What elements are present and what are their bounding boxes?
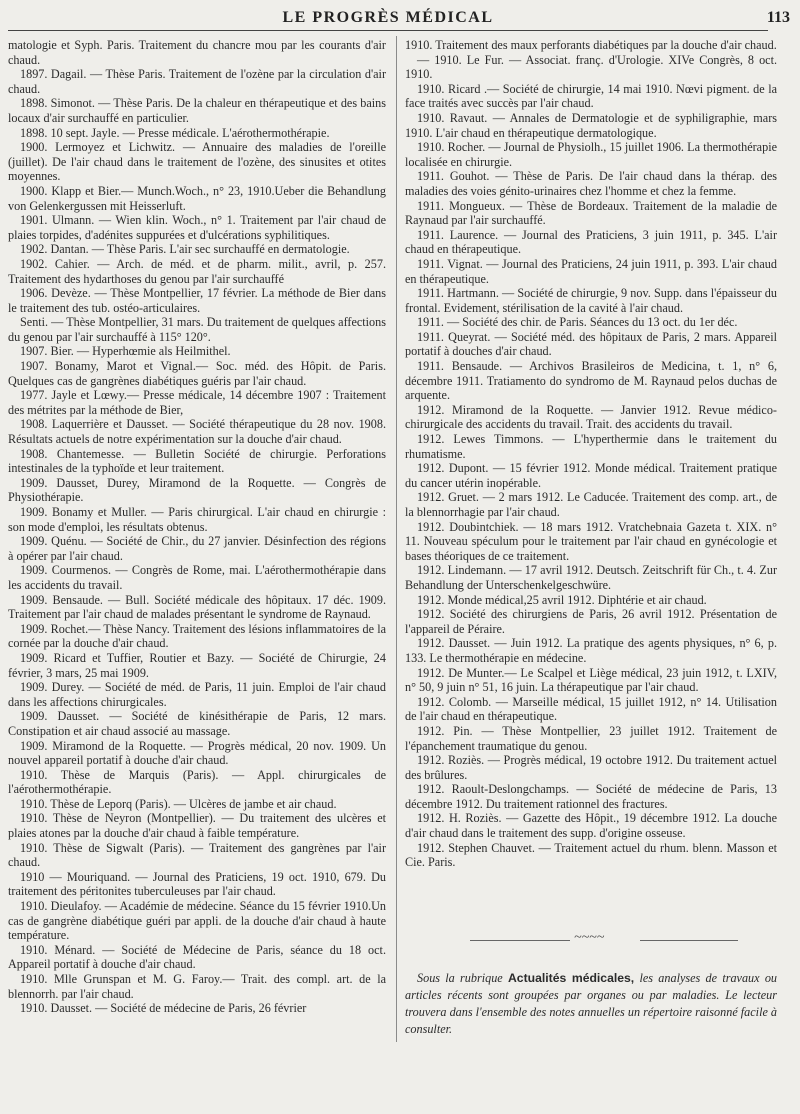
bibliography-entry: 1912. H. Roziès. — Gazette des Hôpit., 19 décembre 1912. La douche d'air chaud dans le traitement des supp. d'origine osseuse.: [405, 811, 777, 841]
page-number: 113: [766, 9, 790, 26]
bibliography-entry: 1910. Ricard .— Société de chirurgie, 14 mai 1910. Nœvi pigment. de la face traités avec succès par l'air chaud.: [405, 81, 777, 111]
bibliography-entry: 1909. Bonamy et Muller. — Paris chirurgical. L'air chaud en chirurgie : son mode d'emploi, les résultats obtenus.: [8, 505, 386, 534]
bibliography-entry: 1910. Ménard. — Société de Médecine de Paris, séance du 18 oct. Appareil portatif à douche d'air chaud.: [8, 942, 386, 972]
bibliography-entry: 1912. Roziès. — Progrès médical, 19 octobre 1912. Du traitement actuel des brûlures.: [405, 753, 777, 782]
bibliography-entry: 1912. Monde médical,25 avril 1912. Diphtérie et air chaud.: [417, 592, 707, 607]
bibliography-entry: 1911. — Société des chir. de Paris. Séances du 13 oct. du 1er déc.: [417, 315, 738, 330]
bibliography-entry: 1912. Stephen Chauvet. — Traitement actuel du rhum. blenn. Masson et Cie. Paris.: [405, 840, 777, 870]
bibliography-entry: 1910. Thèse de Leporq (Paris). — Ulcères de jambe et air chaud.: [20, 796, 337, 811]
bibliography-entry: 1909. Quénu. — Société de Chir., du 27 janvier. Désinfection des régions à opérer par l'air chaud.: [8, 534, 386, 563]
bibliography-entry: 1912. Gruet. — 2 mars 1912. Le Caducée. Traitement des comp. art., de la blennorrhagie par l'air chaud.: [405, 490, 777, 519]
bibliography-entry: 1911. Mongueux. — Thèse de Bordeaux. Traitement de la maladie de Raynaud par l'air surchauffé.: [405, 198, 777, 228]
bibliography-entry: 1912. Société des chirurgiens de Paris, 26 avril 1912. Présentation de l'appareil de Péraire.: [405, 607, 777, 636]
bibliography-entry: 1908. Chantemesse. — Bulletin Société de chirurgie. Perforations intestinales de la typhoïde et leur traitement.: [8, 446, 386, 476]
note-lead: Sous la rubrique: [417, 971, 503, 985]
bibliography-entry: 1912. Doubintchiek. — 18 mars 1912. Vratchebnaia Gazeta t. XIX. n° 11. Nouveau spéculum pour le traitement par l'air chaud en gynécologie et bases théoriques de ce traitement.: [405, 519, 777, 563]
bibliography-entry: matologie et Syph. Paris. Traitement du chancre mou par les courants d'air chaud.: [8, 38, 386, 67]
bibliography-entry: 1911. Vignat. — Journal des Praticiens, 24 juin 1911, p. 393. L'air chaud en thérapeutique.: [405, 256, 777, 286]
bibliography-entry: 1912. Lewes Timmons. — L'hyperthermie dans le traitement du rhumatisme.: [405, 432, 777, 461]
bibliography-entry: Senti. — Thèse Montpellier, 31 mars. Du traitement de quelques affections du genou par l'air surchauffé à 115° 120°.: [8, 315, 386, 344]
bibliography-entry: 1910. Ravaut. — Annales de Dermatologie et de syphiligraphie, mars 1910. L'air chaud en thérapeutique dermatologique.: [405, 110, 777, 140]
bibliography-entry: 1912. Colomb. — Marseille médical, 15 juillet 1912, n° 14. Utilisation de l'air chaud en thérapeutique.: [405, 694, 777, 724]
bibliography-entry: 1909. Courmenos. — Congrès de Rome, mai. L'aérothermothérapie dans les accidents du travail.: [8, 563, 386, 592]
ornament-line-right: [640, 940, 738, 941]
left-column: [8, 38, 386, 1016]
bibliography-entry: 1898. Simonot. — Thèse Paris. De la chaleur en thérapeutique et des bains locaux d'air surchauffé en particulier.: [8, 96, 386, 125]
bibliography-entry: 1909. Bensaude. — Bull. Société médicale des hôpitaux. 17 déc. 1909. Traitement par l'air chaud de malades présentant le syndrome de Raynaud.: [8, 592, 386, 622]
page-header: [8, 8, 790, 31]
bibliography-entry: 1912. De Munter.— Le Scalpel et Liège médical, 23 juin 1912, t. LXIV, n° 50, 9 juin n° 51, 16 juin. La thérapeutique par l'air chaud.: [405, 665, 777, 695]
right-column: [405, 38, 777, 870]
bibliography-entry: 1908. Laquerrière et Dausset. — Société thérapeutique du 28 nov. 1908. Résultats actuels de notre expérimentation sur la douche d'air chaud.: [8, 417, 386, 447]
rubric-note-text: [405, 970, 777, 1038]
bibliography-entry: 1910. Traitement des maux perforants diabétiques par la douche d'air chaud.: [405, 38, 777, 52]
bibliography-entry: 1911. Hartmann. — Société de chirurgie, 9 nov. Supp. dans l'épaisseur du frontal. Evidement, stérilisation de la cavité à l'air chaud.: [405, 286, 777, 315]
bibliography-entry: 1912. Pin. — Thèse Montpellier, 23 juillet 1912. Traitement de l'épanchement traumatique du genou.: [405, 723, 777, 753]
rubric-note: [405, 970, 777, 1038]
bibliography-entry: 1909. Dausset, Durey, Miramond de la Roquette. — Congrès de Physiothérapie.: [8, 475, 386, 505]
bibliography-entry: 1897. Dagail. — Thèse Paris. Traitement de l'ozène par la circulation d'air chaud.: [8, 67, 386, 96]
bibliography-entry: 1909. Miramond de la Roquette. — Progrès médical, 20 nov. 1909. Un nouvel appareil portatif à douche d'air chaud.: [8, 738, 386, 768]
bibliography-entry: 1907. Bier. — Hyperhœmie als Heilmithel.: [20, 344, 231, 359]
bibliography-entry: 1911. Laurence. — Journal des Praticiens, 3 juin 1911, p. 345. L'air chaud en thérapeutique.: [405, 227, 777, 257]
bibliography-entry: 1977. Jayle et Lœwy.— Presse médicale, 14 décembre 1907 : Traitement des métrites par la méthode de Bier,: [8, 388, 386, 417]
bibliography-entry: 1911. Queyrat. — Société méd. des hôpitaux de Paris, 2 mars. Appareil portatif à douches d'air chaud.: [405, 329, 777, 359]
bibliography-entry: 1910. Thèse de Neyron (Montpellier). — Du traitement des ulcères et plaies atones par la douche d'air chaud à faible température.: [8, 811, 386, 841]
bibliography-entry: 1898. 10 sept. Jayle. — Presse médicale. L'aérothermothérapie.: [20, 125, 330, 140]
bibliography-entry: 1909. Rochet.— Thèse Nancy. Traitement des lésions inflammatoires de la cornée par la douche d'air chaud.: [8, 621, 386, 651]
bibliography-entry: 1912. Raoult-Deslongchamps. — Société de médecine de Paris, 13 décembre 1912. Du traitement rationnel des fractures.: [405, 782, 777, 811]
bibliography-entry: 1909. Dausset. — Société de kinésithérapie de Paris, 12 mars. Constipation et air chaud associé au massage.: [8, 709, 386, 738]
bibliography-entry: 1900. Klapp et Bier.— Munch.Woch., n° 23, 1910.Ueber die Behandlung von Gelenkergussen mit Heisserluft.: [8, 183, 386, 213]
bibliography-entry: 1910. Dieulafoy. — Académie de médecine. Séance du 15 février 1910.Un cas de gangrène diabétique guéri par appli. de la douche d'air chaud à haute température.: [8, 899, 386, 943]
bibliography-entry: 1910. Thèse de Marquis (Paris). — Appl. chirurgicales de l'aérothermothérapie.: [8, 767, 386, 797]
bibliography-entry: 1902. Dantan. — Thèse Paris. L'air sec surchauffé en dermatologie.: [20, 242, 350, 257]
bibliography-entry: 1912. Miramond de la Roquette. — Janvier 1912. Revue médico-chirurgicale des accidents du travail. Trait. des accidents du travail.: [405, 402, 777, 432]
bibliography-entry: 1910 — Mouriquand. — Journal des Praticiens, 19 oct. 1910, 679. Du traitement des péritonites tuberculeuses par l'air chaud.: [8, 869, 386, 899]
bibliography-entry: — 1910. Le Fur. — Associat. franç. d'Urologie. XIVe Congrès, 8 oct. 1910.: [405, 52, 777, 82]
bibliography-entry: 1900. Lermoyez et Lichwitz. — Annuaire des maladies de l'oreille (juillet). De l'air chaud dans le traitement de l'ozène, des sinusites et otites moyennes.: [8, 140, 386, 184]
column-divider: [396, 36, 397, 1042]
bibliography-entry: 1910. Dausset. — Société de médecine de Paris, 26 février: [20, 1001, 307, 1016]
bibliography-entry: 1909. Durey. — Société de méd. de Paris, 11 juin. Emploi de l'air chaud dans les affections chirurgicales.: [8, 680, 386, 709]
bibliography-entry: 1910. Mlle Grunspan et M. G. Faroy.— Trait. des compl. art. de la blennorrh. par l'air chaud.: [8, 972, 386, 1001]
bibliography-entry: 1906. Devèze. — Thèse Montpellier, 17 février. La méthode de Bier dans le traitement des tub. ostéo-articulaires.: [8, 286, 386, 315]
bibliography-entry: 1910. Thèse de Sigwalt (Paris). — Traitement des gangrènes par l'air chaud.: [8, 840, 386, 870]
ornament-swirl: ~~~~: [574, 930, 605, 945]
bibliography-entry: 1909. Ricard et Tuffier, Routier et Bazy. — Société de Chirurgie, 24 février, 3 mars, 25 mai 1909.: [8, 650, 386, 680]
section-ornament: [470, 932, 738, 948]
bibliography-entry: 1910. Rocher. — Journal de Physiolh., 15 juillet 1906. La thermothérapie localisée en chirurgie.: [405, 140, 777, 169]
bibliography-entry: 1902. Cahier. — Arch. de méd. et de pharm. milit., avril, p. 257. Traitement des hydarthoses du genou par l'air surchauffé: [8, 256, 386, 286]
bibliography-entry: 1912. Lindemann. — 17 avril 1912. Deutsch. Zeitschrift für Ch., t. 4. Zur Behandlung der Unterschenkelgeschwüre.: [405, 563, 777, 592]
ornament-line-left: [470, 940, 570, 941]
journal-title: LE PROGRÈS MÉDICAL: [282, 9, 494, 26]
bibliography-entry: 1911. Bensaude. — Archivos Brasileiros de Medicina, t. 1, n° 6, décembre 1911. Tratiamento do syndromo de M. Raynaud pelos duchas de arquente.: [405, 359, 777, 403]
bibliography-entry: 1912. Dausset. — Juin 1912. La pratique des agents physiques, n° 6, p. 133. Le thermothérapie en médecine.: [405, 636, 777, 665]
note-rest: les analyses de travaux ou articles récents sont groupées par organes ou par maladies. Le lecteur trouvera dans l'ensemble des notes annuelles un répertoire raisonné facile à consulter.: [405, 971, 778, 1036]
bibliography-entry: 1912. Dupont. — 15 février 1912. Monde médical. Traitement pratique du cancer utérin inopérable.: [405, 461, 777, 490]
bibliography-entry: 1901. Ulmann. — Wien klin. Woch., n° 1. Traitement par l'air chaud de plaies torpides, d'adénites suppurées et d'ulcérations syphilitiques.: [8, 213, 386, 242]
bibliography-entry: 1911. Gouhot. — Thèse de Paris. De l'air chaud dans la thérap. des maladies des voies génito-urinaires chez l'homme et chez la femme.: [405, 169, 777, 198]
bibliography-entry: 1907. Bonamy, Marot et Vignal.— Soc. méd. des Hôpit. de Paris. Quelques cas de gangrènes diabétiques guéris par l'air chaud.: [8, 359, 386, 388]
rubric-name: Actualités médicales,: [508, 971, 635, 985]
